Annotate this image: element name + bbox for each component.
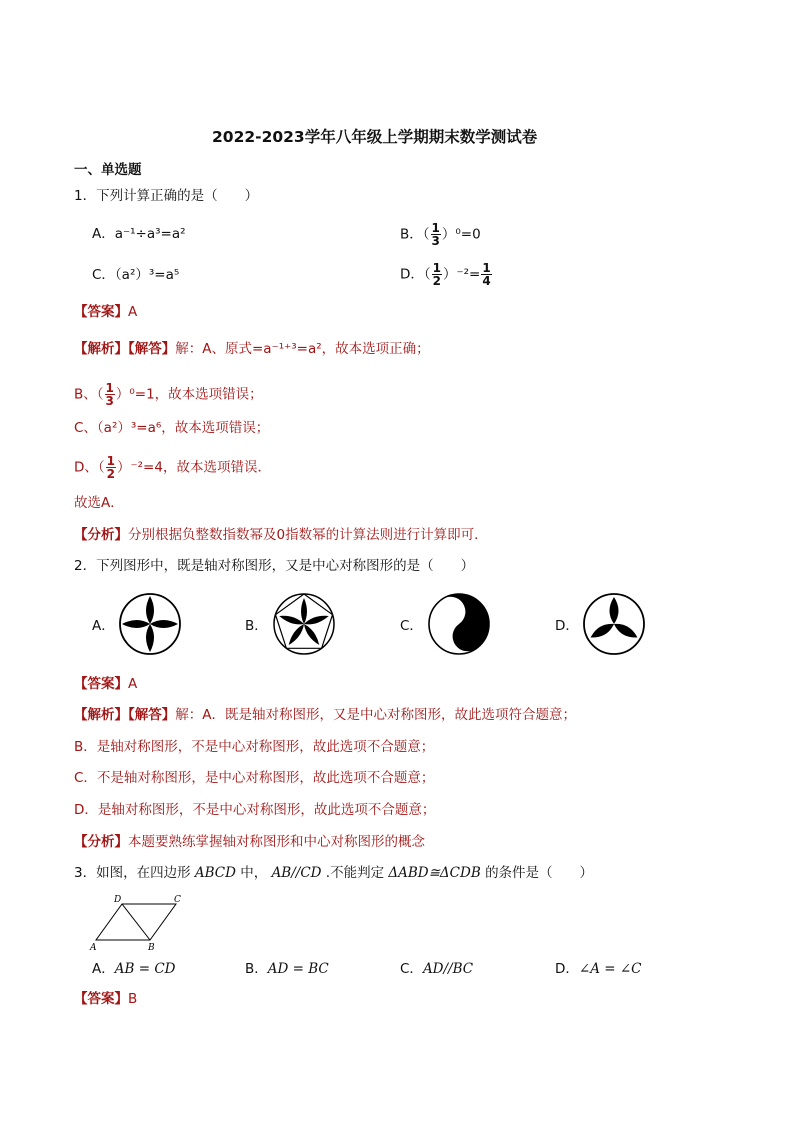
fraction-numerator: 1 [482, 261, 491, 275]
q1-answer [74, 302, 137, 322]
vertex-label-c: C [174, 895, 181, 905]
four-petal-flower-figure [118, 592, 182, 656]
q2-option-c-label: C． [400, 618, 423, 634]
option-expression: AB = CD [114, 961, 176, 977]
quadrilateral-abcd-figure [84, 892, 190, 952]
answer-label: 【答案】 [74, 304, 128, 320]
answer-value: B [128, 991, 138, 1007]
parallel-condition: AB//CD [271, 865, 322, 881]
fraction-denominator: 3 [431, 234, 440, 248]
q3-option-d [555, 959, 642, 979]
q1-analysis-4 [74, 455, 271, 480]
vertex-label-b: B [148, 943, 155, 952]
three-petal-flower-figure [582, 592, 646, 656]
q1-option-b [400, 222, 481, 247]
fenxi-text: 分别根据负整数指数幂及0指数幂的计算法则进行计算即可． [128, 527, 488, 543]
q2-option-b-label: B． [245, 618, 268, 634]
fraction-numerator: 1 [105, 381, 114, 395]
congruence-statement: ΔABD≅ΔCDB [388, 865, 481, 881]
q1-analysis-2 [74, 382, 263, 407]
fraction-one-half [432, 262, 442, 287]
vertex-label-a: A [90, 943, 97, 952]
q1-option-d-mid: ）⁻²= [443, 266, 481, 283]
q3-option-c [400, 959, 473, 979]
quadrilateral-name: ABCD [194, 865, 236, 881]
option-label: A． [92, 961, 115, 977]
section-heading: 一、单选题 [74, 162, 142, 178]
fraction-denominator: 4 [482, 274, 491, 288]
yin-yang-swirl-figure [427, 592, 491, 656]
fenxi-label: 【分析】 [74, 834, 128, 850]
q2-stem: 2．下列图形中，既是轴对称图形，又是中心对称图形的是（ ） [74, 558, 475, 574]
fenxi-label: 【分析】 [74, 527, 128, 543]
q1-option-b-prefix: B．（ [400, 226, 430, 243]
q1-option-c: C．（a²）³=a⁵ [92, 267, 180, 283]
q2-analysis-2: B．是轴对称图形，不是中心对称图形，故此选项不合题意； [74, 739, 435, 755]
fraction-numerator: 1 [432, 261, 442, 275]
answer-value: A [128, 676, 138, 692]
five-petal-pentagon-figure [272, 592, 336, 656]
fraction-one-third [431, 222, 441, 247]
q1-option-d [400, 262, 493, 287]
fraction-one-quarter [481, 262, 491, 287]
q2-option-d-label: D． [555, 618, 579, 634]
q3-stem [74, 863, 593, 883]
fraction-numerator: 1 [106, 454, 116, 468]
q3-stem-mid: 中， [240, 865, 268, 881]
q1-stem: 1．下列计算正确的是（ ） [74, 188, 259, 204]
analysis-suffix: ）⁰=1，故本选项错误； [115, 386, 263, 403]
fraction-denominator: 3 [105, 394, 114, 408]
q2-answer [74, 674, 137, 694]
option-expression: AD//BC [422, 961, 474, 977]
vertex-label-d: D [114, 895, 122, 905]
q2-option-a-label: A． [92, 618, 115, 634]
fraction-numerator: 1 [431, 221, 440, 235]
fraction-denominator: 2 [106, 467, 116, 481]
q3-option-b [245, 959, 329, 979]
page-title: 2022-2023学年八年级上学期期末数学测试卷 [212, 128, 538, 146]
q1-option-a: A．a⁻¹÷a³=a² [92, 226, 186, 242]
option-label: B． [245, 961, 268, 977]
q3-stem-prefix: 3．如图，在四边形 [74, 865, 191, 881]
q3-answer [74, 989, 137, 1009]
option-expression: AD = BC [267, 961, 329, 977]
analysis-suffix: ）⁻²=4，故本选项错误． [117, 459, 271, 476]
analysis-prefix: B、（ [74, 386, 104, 403]
q2-analysis-1 [74, 705, 576, 725]
q3-stem-mid2: .不能判定 [325, 865, 385, 881]
analysis-text: 解：A．既是轴对称图形，又是中心对称图形，故此选项符合题意； [175, 707, 576, 723]
fraction-one-half [106, 455, 116, 480]
q2-fenxi [74, 832, 425, 852]
q1-analysis-3: C、（a²）³=a⁶，故本选项错误； [74, 420, 270, 436]
fraction-one-third [105, 382, 115, 407]
analysis-text: 解：A、原式=a⁻¹⁺³=a²，故本选项正确； [175, 341, 430, 357]
q1-option-b-suffix: ）⁰=0 [441, 226, 481, 243]
q3-option-a [92, 959, 175, 979]
option-expression: ∠A = ∠C [578, 961, 642, 977]
q2-analysis-3: C．不是轴对称图形，是中心对称图形，故此选项不合题意； [74, 770, 435, 786]
q2-analysis-4: D．是轴对称图形，不是中心对称图形，故此选项不合题意； [74, 802, 436, 818]
q3-stem-suffix: 的条件是（ ） [485, 865, 594, 881]
option-label: D． [555, 961, 579, 977]
q1-option-d-prefix: D．（ [400, 266, 431, 283]
analysis-prefix: D、（ [74, 459, 105, 476]
answer-label: 【答案】 [74, 991, 128, 1007]
q1-conclusion: 故选A． [74, 495, 124, 511]
analysis-label: 【解析】【解答】 [74, 707, 176, 723]
fraction-denominator: 2 [432, 274, 442, 288]
analysis-label: 【解析】【解答】 [74, 341, 176, 357]
answer-label: 【答案】 [74, 676, 128, 692]
q1-fenxi [74, 525, 488, 545]
fenxi-text: 本题要熟练掌握轴对称图形和中心对称图形的概念 [128, 834, 425, 850]
q1-analysis-1 [74, 339, 430, 359]
answer-value: A [128, 304, 138, 320]
option-label: C． [400, 961, 423, 977]
